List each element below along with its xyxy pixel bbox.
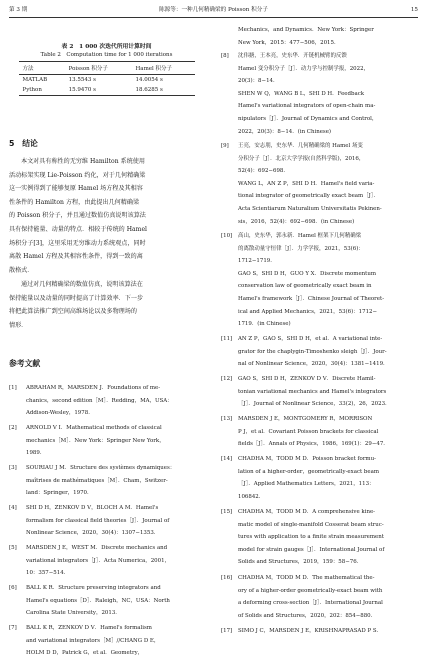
- reference-number: [2]: [9, 425, 17, 431]
- left-column: [9, 24, 204, 657]
- table-cell: 18.6285 s: [135, 87, 163, 93]
- reference-number: [6]: [9, 585, 17, 591]
- reference-number: [15]: [221, 509, 233, 515]
- running-header: [9, 4, 418, 16]
- reference-line: and variational integrators［M］//CHANG D E，: [26, 637, 160, 644]
- reference-line: of Solids and Structures，2020，202：854−880．: [238, 612, 377, 619]
- reference-line: SHI D H，ZENKOV D V，BLOCH A M．Hamel's: [26, 505, 159, 511]
- reference-line: CHADHA M，TODD M D．A comprehensive kine-: [238, 509, 376, 515]
- reference-line: a deforming cross-section［J］．International Journal: [238, 600, 383, 607]
- conclusion-paragraph-1: [9, 155, 204, 277]
- text-line: 活动标架实现 Lie-Poisson 约化，对于几何精确梁: [9, 171, 146, 179]
- table-row: [19, 85, 195, 96]
- reference-line: BALL K R．Structure preserving integrators and: [26, 585, 161, 591]
- reference-line: 106842．: [238, 493, 265, 500]
- reference-line: ARNOLD V I．Mathematical methods of classical: [26, 425, 162, 431]
- reference-line: sis，2016，52(4)：692−698．(in Chinese): [238, 218, 355, 225]
- text-line: 散格式．: [9, 266, 34, 274]
- running-title: 陈源等：一种几何精确梁的 Poisson 积分子: [159, 7, 268, 13]
- reference-number: [17]: [221, 628, 233, 634]
- reference-line: variational integrators［J］．Acta Numerica，2001，: [26, 557, 170, 564]
- reference-line: Hamel's equations［D］．Raleigh，NC，USA：North: [26, 597, 170, 604]
- table-header-cell: 方法: [22, 66, 34, 72]
- text-line: 性条件的 Hamilton 方程，由此提出几何精确梁: [9, 198, 140, 206]
- reference-number: [12]: [221, 376, 233, 382]
- reference-line: matic model of single-manifold Cosserat beam struc-: [238, 521, 384, 528]
- reference-line: lation of a higher-order，geometrically-exact beam: [238, 468, 380, 475]
- table-cell: 14.0054 s: [135, 77, 163, 83]
- text-line: 情形．: [9, 321, 28, 329]
- table-caption-zh: 表 2 1 000 次迭代所用计算时间: [61, 44, 152, 50]
- reference-line: New York，2015：477−506，2015．: [238, 39, 340, 46]
- table-row: [19, 75, 195, 86]
- reference-number: [3]: [9, 465, 17, 471]
- text-line: 离散 Hamel 方程及其相容性条件，得到一致的离: [9, 253, 143, 261]
- table-cell: 13.5543 s: [68, 77, 96, 83]
- text-line: 本文对具有称性的无穷维 Hamilton 系统使用: [21, 158, 145, 165]
- reference-line: SHEN W Q，WANG B L，SHI D H．Feedback: [238, 90, 365, 97]
- table-header-cell: Hamel 积分子: [135, 66, 173, 72]
- reference-line: grator for the chaplygin-Timoshenko sleigh［J］．Jour-: [238, 348, 387, 355]
- reference-line: ［J］．Applied Mathematics Letters，2021，113：: [238, 481, 375, 488]
- text-line: 的 Poisson 积分子，并且通过数值仿真说明该算法: [9, 212, 146, 220]
- table-caption-en: Table 2 Computation time for 1 000 iterations: [40, 52, 173, 58]
- text-line: 保持能量以及动量的同时提高了计算效率．下一步: [9, 294, 144, 302]
- reference-line: nipulators［J］．Journal of Dynamics and Control，: [238, 115, 378, 122]
- reference-line: formalism for classical field theories［J］．Journal of: [26, 517, 170, 524]
- reference-line: 沈伟搪，王本亮，史东华．开链机械臂的反馈: [238, 53, 347, 59]
- header-rule: [9, 17, 418, 18]
- text-line: 通过对几何精确梁的数值仿真，说明该算法在: [21, 281, 143, 288]
- reference-number: [8]: [221, 53, 229, 59]
- reference-line: Carolina State University，2013．: [26, 610, 121, 617]
- reference-line: Addison-Wesley，1978．: [26, 410, 94, 417]
- reference-number: [13]: [221, 416, 233, 422]
- reference-number: [10]: [221, 233, 233, 239]
- reference-line: 2022，20(3)：8−14．(in Chinese): [238, 128, 332, 135]
- reference-line: AN Z P，GAO S，SHI D H，et al．A variational inte-: [238, 336, 383, 342]
- reference-line: maîtrises de mathématiques［M］．Cham，Switzer-: [26, 477, 168, 484]
- reference-line: ABRAHAM R，MARSDEN J．Foundations of me-: [26, 385, 161, 391]
- reference-line: CHADHA M，TODD M D．The mathematical the-: [238, 575, 375, 581]
- table-cell: MATLAB: [22, 77, 48, 83]
- reference-line: 52(4)：692−698．: [238, 168, 289, 175]
- reference-line: fields［J］．Annals of Physics，1986，169(1)：29−47．: [238, 441, 389, 448]
- reference-line: GAO S，SHI D H，GUO Y X．Discrete momentum: [238, 270, 377, 277]
- reference-line: Solids and Structures，2019，159：58−76．: [238, 559, 363, 566]
- reference-number: [11]: [221, 336, 233, 342]
- text-line: 场积分子[3]，这里采用无穷维动力系统观点，同时: [9, 239, 146, 247]
- reference-line: SIMO J C，MARSDEN J E，KRISHNAPRASAD P S．: [238, 628, 383, 634]
- reference-line: BALL K R，ZENKOV D V．Hamel's formalism: [26, 625, 152, 631]
- reference-line: P J，et al．Covariant Poisson brackets for classical: [238, 428, 379, 435]
- reference-line: CHADHA M，TODD M D．Poisson bracket formu-: [238, 456, 376, 462]
- reference-line: tional integrator of geometrically exact beam［J］．: [238, 193, 379, 200]
- reference-line: ［J］．Journal of Nonlinear Science，33(2)，26，2023．: [238, 401, 391, 408]
- reference-number: [5]: [9, 545, 17, 551]
- text-line: 这一实例得到了能够复原 Hamel 场方程及其相容: [9, 185, 143, 193]
- reference-line: ical and Applied Mechanics，2021，53(6)：1712−: [238, 308, 378, 315]
- text-line: 具有保持能量、动量的特点．相较于传统的 Hamel: [9, 225, 147, 233]
- reference-line: MARSDEN J E，MONTGOMERY R，MORRISON: [238, 416, 373, 422]
- reference-line: chanics，second edition［M］．Redding，MA，USA：: [26, 397, 173, 404]
- reference-line: land：Springer，1970．: [26, 490, 93, 497]
- reference-line: Hamel's framework［J］．Chinese Journal of Theoret-: [238, 295, 385, 302]
- reference-number: [9]: [221, 143, 229, 149]
- reference-line: Hamel 变分积分子［J］．动力学与控制学报，2022，: [238, 65, 369, 72]
- reference-line: 1989．: [26, 450, 46, 457]
- reference-line: tonian variational mechanics and Hamel's integrators: [238, 388, 387, 395]
- page-number: 15: [410, 7, 418, 13]
- table-header-cell: Poisson 积分子: [68, 66, 108, 72]
- reference-line: Nonlinear Science，2020，30(4)：1307−1353．: [26, 530, 160, 537]
- reference-line: 1712−1719．: [238, 258, 276, 265]
- reference-line: Acta Scientiarum Naturalium Universitatis Pekinen-: [238, 205, 382, 212]
- reference-line: WANG L，AN Z P，SHI D H．Hamel's field varia-: [238, 180, 375, 187]
- reference-line: MARSDEN J E，WEST M．Discrete mechanics and: [26, 545, 168, 551]
- reference-line: mechanics［M］．New York：Springer New York，: [26, 437, 165, 444]
- reference-line: 10：357−514．: [26, 570, 70, 577]
- reference-line: 分积分子［J］．北京大学学报(自然科学版)，2016，: [238, 155, 365, 162]
- table-header-row: [19, 62, 195, 75]
- reference-number: [16]: [221, 575, 233, 581]
- reference-line: 1719．(in Chinese): [238, 321, 291, 328]
- computation-time-table: [19, 61, 195, 96]
- reference-line: model for strain gauges［J］．International Journal of: [238, 546, 385, 553]
- table-cell: 15.9470 s: [68, 87, 96, 93]
- reference-line: Hamel's variational integrators of open-chain ma-: [238, 103, 376, 110]
- text-line: 将把此算法推广到空间高维场论以及多物理场的: [9, 308, 137, 316]
- section-heading-conclusion: 5 结论: [9, 139, 38, 148]
- table-cell: Python: [22, 87, 42, 93]
- reference-line: HOLM D D，Patrick G，et al．Geometry，: [26, 650, 144, 657]
- reference-number: [7]: [9, 625, 17, 631]
- reference-number: [14]: [221, 456, 233, 462]
- reference-line: 高山，史东华，郭永新．Hamel 框架下几何精确梁: [238, 233, 362, 239]
- reference-line: ory of a higher-order geometrically-exact beam with: [238, 587, 383, 594]
- reference-line: nal of Nonlinear Science，2020，30(4)：1381−1419．: [238, 361, 389, 368]
- reference-line: SOURIAU J M．Structure des systèmes dynamiques：: [26, 465, 176, 471]
- reference-line: GAO S，SHI D H，ZENKOV D V．Discrete Hamil-: [238, 376, 376, 382]
- section-heading-references: 参考文献: [9, 359, 41, 368]
- reference-line: 的离散动量守恒律［J］．力学学报，2021，53(6)：: [238, 245, 364, 252]
- reference-number: [1]: [9, 385, 17, 391]
- reference-line: 王亮，安志朋，史东华．几何精确梁的 Hamel 场变: [238, 143, 363, 149]
- reference-line: conservation law of geometrically exact beam in: [238, 283, 372, 290]
- reference-number: [4]: [9, 505, 17, 511]
- reference-line: tures with application to a finite strain measurement: [238, 534, 384, 541]
- reference-line: Mechanics，and Dynamics．New York：Springer: [238, 27, 374, 33]
- issue-label: 第 3 期: [9, 7, 28, 13]
- conclusion-paragraph-2: [9, 278, 204, 332]
- reference-line: 20(3)：8−14．: [238, 78, 279, 85]
